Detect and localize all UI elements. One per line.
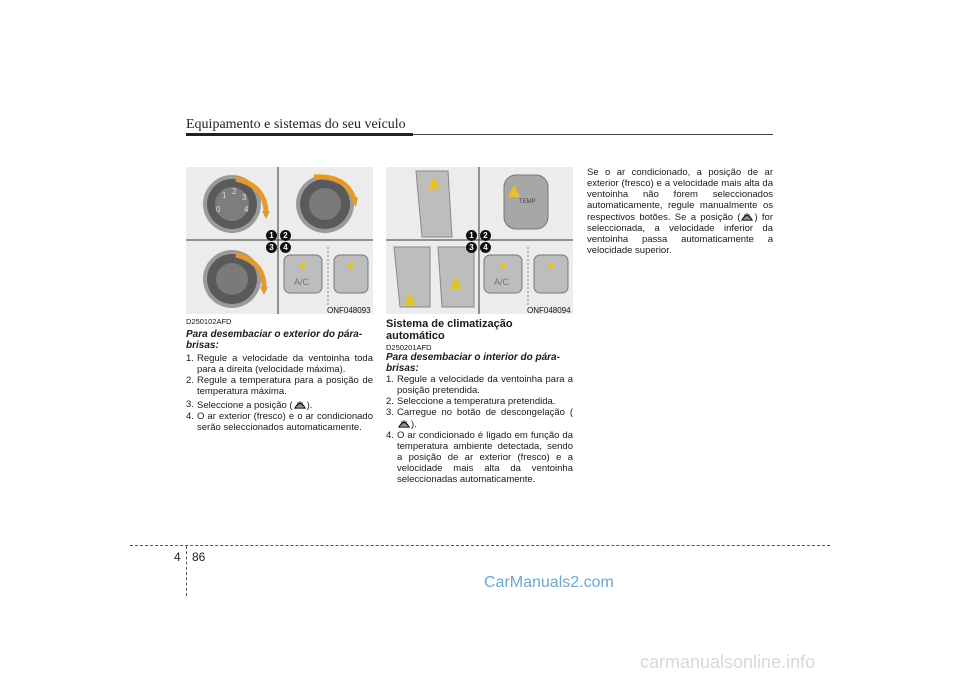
step-item: [186, 399, 373, 411]
step-number: 3.: [186, 399, 194, 410]
dial-number-3: 3: [242, 193, 247, 202]
step-text: O ar condicionado é ligado em função da temperatura ambiente detectada, sendo a posição de ar exterior (fresco) e a velocidade mais alta da ventoinha seleccionadas automaticamente.: [397, 430, 573, 485]
paragraph-text: Se o ar condicionado, a posição de ar exterior (fresco) e a velocidade mais alta da ventoinha não forem seleccionados automaticamente, regule manualmente os respectivos botões. Se a posição (: [587, 167, 773, 223]
defrost-icon: [293, 399, 307, 409]
step-item: [386, 407, 573, 430]
ac-button-label: A/C: [294, 277, 310, 287]
dial-number-2: 2: [232, 187, 237, 196]
step-text: Regule a velocidade da ventoinha para a posição pretendida.: [397, 374, 573, 396]
defrost-icon: [397, 418, 411, 428]
footer-rule: [130, 545, 830, 546]
figure-auto-climate: [386, 167, 573, 314]
dial-number-1: 1: [222, 191, 227, 200]
step-text: Seleccione a posição (: [197, 400, 293, 411]
site-watermark: carmanualsonline.info: [640, 652, 816, 672]
step-number: 4.: [386, 430, 394, 441]
step-text: O ar exterior (fresco) e o ar condicionado serão seleccionados automaticamente.: [197, 411, 373, 433]
ac-button-label: A/C: [494, 277, 510, 287]
badge-2: 2: [480, 230, 491, 241]
section-code: D250201AFD: [386, 343, 432, 352]
paragraph-text-end: ) for seleccionada, a velocidade inferior da ventoinha passa automaticamente a velocidade superior.: [587, 212, 774, 256]
section-number: 4: [174, 550, 181, 564]
badge-4: 4: [280, 242, 291, 253]
footer-divider: [186, 546, 187, 596]
step-text-end: ).: [306, 400, 313, 411]
badge-1: 1: [266, 230, 277, 241]
dial-number-4: 4: [244, 205, 249, 214]
header-rule: [186, 133, 413, 136]
step-number: 1.: [186, 353, 194, 364]
step-item: [386, 430, 573, 485]
step-text: Regule a velocidade da ventoinha toda para a direita (velocidade máxima).: [197, 353, 373, 375]
badge-2: 2: [280, 230, 291, 241]
step-text: Carregue no botão de descongelação (: [397, 407, 573, 418]
figure-code-left: ONF048093: [327, 306, 371, 315]
badge-1: 1: [466, 230, 477, 241]
badge-3: 3: [466, 242, 477, 253]
steps-list: [186, 353, 373, 433]
step-number: 1.: [386, 374, 394, 385]
page-header-title: Equipamento e sistemas do seu veículo: [186, 117, 406, 132]
temp-button-label: TEMP: [519, 199, 536, 205]
figure-manual-climate: [186, 167, 373, 314]
step-item: [386, 396, 573, 407]
header-rule-thin: [413, 134, 773, 135]
figure-code-right: ONF048094: [527, 306, 571, 315]
manual-override-paragraph: [587, 167, 773, 256]
step-text-end: ).: [411, 419, 417, 430]
badge-4: 4: [480, 242, 491, 253]
step-item: [186, 353, 373, 375]
badge-3: 3: [266, 242, 277, 253]
subtitle-interior-defog: Para desembaciar o interior do pára-brisas:: [386, 352, 560, 374]
step-number: 3.: [386, 407, 394, 418]
section-code: D250102AFD: [186, 317, 232, 326]
step-item: [186, 411, 373, 433]
step-number: 2.: [386, 396, 394, 407]
dial-number-0: 0: [216, 205, 221, 214]
step-text: Seleccione a temperatura pretendida.: [397, 396, 556, 407]
watermark-text[interactable]: CarManuals2.com: [484, 574, 614, 591]
step-item: [386, 374, 573, 396]
step-number: 4.: [186, 411, 194, 422]
defrost-icon: [740, 211, 754, 221]
figure-auto-climate-drawing: [386, 167, 573, 314]
step-text: Regule a temperatura para a posição de temperatura máxima.: [197, 375, 373, 397]
page-number: 86: [192, 550, 206, 564]
subtitle-exterior-defog: Para desembaciar o exterior do pára-brisas:: [186, 329, 363, 351]
steps-list: [386, 374, 573, 485]
step-item: [186, 375, 373, 397]
section-title-auto-climate: Sistema de climatização automático: [386, 318, 513, 342]
step-number: 2.: [186, 375, 194, 386]
figure-manual-climate-drawing: [186, 167, 373, 314]
